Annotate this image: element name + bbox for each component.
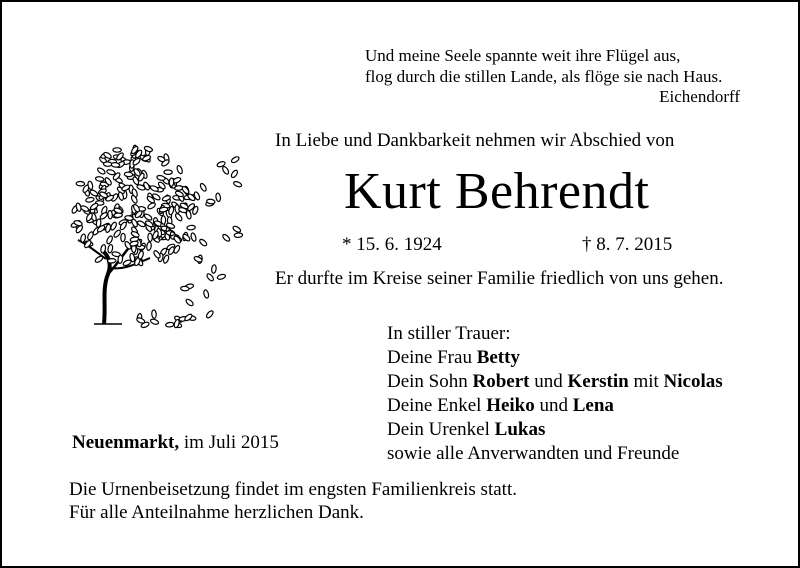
death-date: † 8. 7. 2015: [582, 234, 673, 255]
leaf-shape: [185, 298, 194, 307]
leaf-shape: [205, 310, 214, 319]
leaf-shape: [151, 310, 156, 319]
mourner-grandchildren: [387, 394, 723, 418]
mourner-name: Betty: [476, 347, 520, 368]
leaf-shape: [187, 225, 196, 230]
mourner-prefix: Dein Sohn: [387, 371, 468, 392]
leaf-shape: [234, 233, 243, 238]
place-month: im Juli 2015: [183, 432, 279, 453]
leaf-shape: [107, 258, 116, 263]
leaf-shape: [143, 213, 152, 221]
leaf-shape: [230, 169, 239, 178]
leaf-shape: [150, 185, 159, 193]
mourner-name: Lena: [572, 395, 614, 416]
leaf-shape: [106, 235, 114, 244]
mourners-list: [387, 322, 723, 466]
leaf-shape: [95, 176, 104, 182]
deceased-name: Kurt Behrendt: [344, 163, 650, 220]
leaf-shape: [233, 181, 242, 188]
leaf-shape: [137, 250, 144, 259]
peace-line: Er durfte im Kreise seiner Familie friedlich von uns gehen.: [275, 268, 724, 289]
place-town: Neuenmarkt,: [72, 432, 180, 453]
mourner-wife: [387, 346, 723, 370]
mourner-son: [387, 370, 723, 394]
leaf-shape: [137, 220, 146, 228]
leaf-shape: [124, 172, 133, 177]
leaf-shape: [76, 181, 85, 186]
leaf-shape: [153, 250, 162, 259]
windblown-tree-icon: [64, 124, 244, 334]
leaf-shape: [85, 197, 94, 203]
mourners-others: sowie alle Anverwandten und Freunde: [387, 443, 680, 464]
leaf-shape: [206, 273, 215, 282]
leaf-shape: [169, 178, 174, 187]
leaf-shape: [176, 165, 183, 174]
leaf-shape: [130, 230, 139, 238]
poem-line-2: flog durch die stillen Lande, als flöge sie nach Haus.: [365, 67, 723, 86]
leaf-shape: [103, 162, 112, 167]
leaf-shape: [203, 289, 209, 298]
leaf-shape: [150, 318, 159, 325]
leaf-shape: [211, 265, 216, 274]
leaf-shape: [90, 202, 99, 210]
leaf-shape: [148, 233, 153, 242]
birth-date: * 15. 6. 1924: [342, 234, 442, 255]
leaf-shape: [121, 233, 126, 242]
conjunction: und: [534, 371, 563, 392]
leaf-shape: [161, 216, 166, 224]
leaf-shape: [174, 213, 183, 222]
leaf-shape: [106, 169, 115, 176]
closing-line-1: Die Urnenbeisetzung findet im engsten Familienkreis statt.: [69, 479, 517, 500]
leaf-shape: [186, 210, 192, 219]
leaf-shape: [164, 170, 172, 175]
mourner-name: Nicolas: [663, 371, 723, 392]
leaf-shape: [215, 193, 221, 202]
mourner-prefix: Deine Enkel: [387, 395, 482, 416]
leaf-shape: [180, 286, 189, 291]
leaf-shape: [221, 166, 229, 175]
mourner-prefix: Dein Urenkel: [387, 419, 490, 440]
leaf-shape: [147, 202, 156, 210]
mourner-prefix: Deine Frau: [387, 347, 472, 368]
mourner-name: Kerstin: [567, 371, 629, 392]
leaf-shape: [230, 156, 239, 164]
intro-line: In Liebe und Dankbarkeit nehmen wir Abschied von: [275, 130, 675, 151]
leaf-shape: [113, 148, 121, 152]
mourner-name: Heiko: [486, 395, 535, 416]
mourner-great-grandchild: [387, 418, 723, 442]
leaf-shape: [108, 210, 113, 219]
mourner-name: Lukas: [494, 419, 546, 440]
leaf-shape: [222, 233, 231, 242]
closing-text: [69, 478, 517, 524]
leaf-shape: [99, 211, 108, 220]
mourners-heading: In stiller Trauer:: [387, 323, 511, 344]
conjunction: und: [539, 395, 568, 416]
closing-line-2: Für alle Anteilnahme herzlichen Dank.: [69, 502, 364, 523]
leaf-shape: [173, 235, 182, 244]
leaf-shape: [199, 183, 207, 192]
leaf-shape: [199, 238, 208, 247]
place-date: [72, 432, 279, 454]
leaf-shape: [111, 162, 120, 167]
leaf-shape: [156, 175, 165, 181]
leaf-shape: [217, 274, 226, 281]
leaf-shape: [232, 225, 241, 233]
poem-line-1: Und meine Seele spannte weit ihre Flügel aus,: [365, 46, 681, 65]
leaf-shape: [97, 167, 106, 175]
leaf-shape: [190, 232, 197, 241]
mourner-name: Robert: [472, 371, 530, 392]
conjunction: mit: [633, 371, 659, 392]
leaf-shape: [146, 242, 152, 251]
leaf-shape: [118, 255, 123, 264]
leaf-shape: [94, 255, 103, 263]
leaf-shape: [206, 199, 215, 205]
poem-author: Eichendorff: [659, 87, 740, 106]
